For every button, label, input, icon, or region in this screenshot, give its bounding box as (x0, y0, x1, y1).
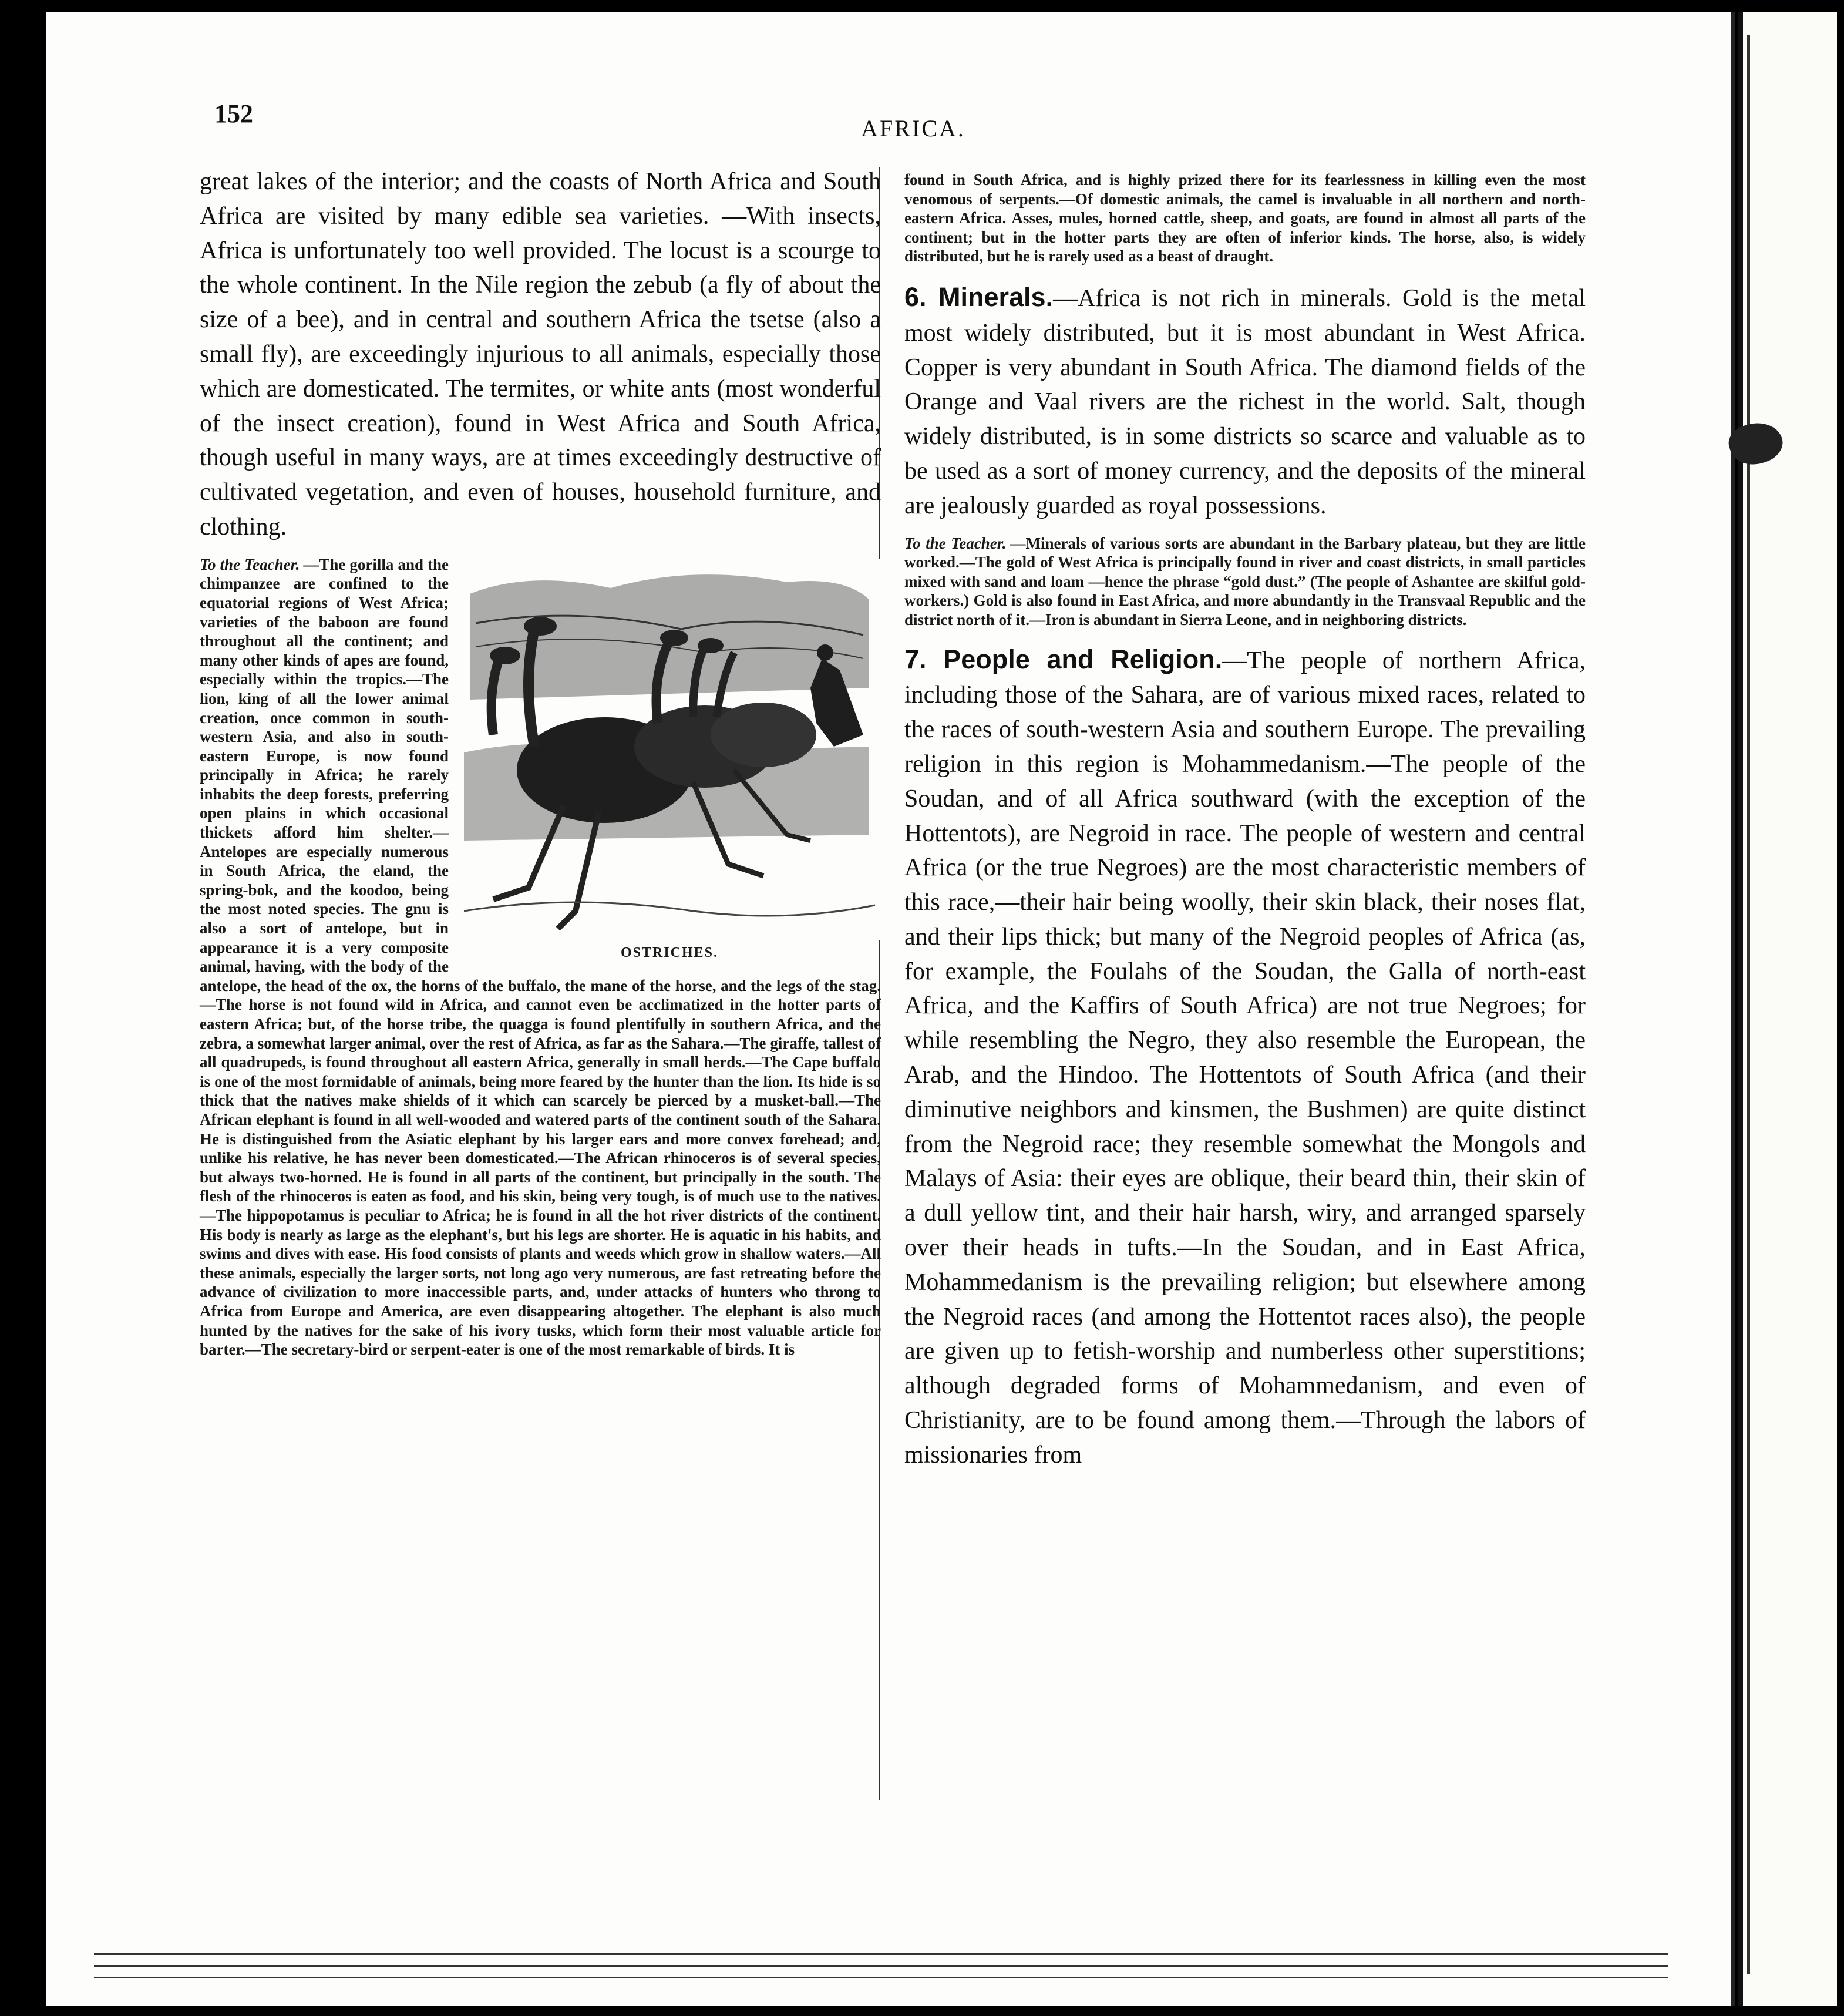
ostriches-engraving (458, 559, 881, 940)
figure-caption: OSTRICHES. (620, 945, 719, 960)
section-heading-people-religion: 7. People and Religion. (904, 644, 1223, 674)
teacher-note-lead: To the Teacher. (904, 534, 1007, 552)
page-edge-line (94, 1977, 1668, 1978)
teacher-note-continued: found in South Africa, and is highly prized there for its fearlessness in killing even the most venomous of serpents.—Of domestic animals, the camel is invaluable in all northern and north-eastern Africa. Asses, mules, horned cattle, sheep, and goats, are found in almost all parts of the continent; but in the hotter parts they are often of inferior kinds. The horse, also, is widely distributed, but he is rarely used as a beast of draught. (904, 171, 1586, 266)
section-minerals-text: —Africa is not rich in minerals. Gold is the metal most widely distributed, but it is most abundant in West Africa. Copper is very abundant in South Africa. The diamond fields of the Orange and Vaal rivers are the richest in the world. Salt, though widely distributed, is in some districts so scarce and valuable as to be used as a sort of money currency, and the deposits of the mineral are jealously guarded as royal possessions. (904, 284, 1586, 519)
teacher-note-minerals-text: —Minerals of various sorts are abundant in the Barbary plateau, but they are little worked.—The gold of West Africa is principally found in river and coast districts, in small particles mixed with sand and loam —hence the phrase “gold dust.” (The people of Ashantee are skilful gold-workers.) Gold is also found in East Africa, and more abundantly in the Transvaal Republic and the district north of it.—Iron is abundant in Sierra Leone, and in neighboring districts. (904, 534, 1586, 629)
teacher-note-animals (200, 555, 881, 1359)
teacher-note-text: —The gorilla and the chimpanzee are confined to the equatorial regions of West Africa; varieties of the baboon are found throughout all the continent; and many other kinds of apes are found, especially within the tropics.—The lion, king of all the lower animal creation, once common in south-western Asia, and also in south-eastern Europe, is now found principally in Africa; he rarely inhabits the deep forests, preferring open plains in which occasional thickets afford him shelter.—Antelopes are especially numerous in South Africa, the eland, the spring-bok, and the koodoo, being the most noted species. The gnu is also a sort of antelope, but in appearance it is a very composite animal, having, with the body of the antelope, the head of the ox, the horns of the buffalo, the mane of the horse, and the legs of the stag.—The horse is not found wild in Africa, and cannot even be acclimatized in the hotter parts of eastern Africa; but, of the horse tribe, the quagga is found plentifully in southern Africa, and the zebra, a somewhat larger animal, over the rest of Africa, as far as the Sahara.—The giraffe, tallest of all quadrupeds, is found throughout all eastern Africa, generally in small herds.—The Cape buffalo is one of the most formidable of animals, being more feared by the hunter than the lion. Its hide is so thick that the natives make shields of it which can scarcely be pierced by a musket-ball.—The African elephant is found in all well-wooded and watered parts of the continent south of the Sahara. He is distinguished from the Asiatic elephant by his larger ears and more convex forehead; and, unlike his relative, he has never been domesticated.—The African rhinoceros is of several species, but always two-horned. He is found in all parts of the continent, but principally in the south. The flesh of the rhinoceros is eaten as food, and his skin, being very tough, is of much use to the natives.—The hippopotamus is peculiar to Africa; he is found in all the hot river districts of the continent. His body is nearly as large as the elephant's, but his legs are shorter. He is aquatic in his habits, and swims and dives with ease. His food consists of plants and weeds which grow in shallow waters.—All these animals, especially the larger sorts, not long ago very numerous, are fast retreating before the advance of civilization to more inaccessible parts, and, under attacks of hunters who throng to Africa from Europe and America, are even disappearing altogether. The elephant is also much hunted by the natives for the sake of his ivory tusks, which form their most valuable article for barter.—The secretary-bird or serpent-eater is one of the most remarkable of birds. It is (200, 555, 881, 1359)
section-minerals (904, 280, 1586, 523)
section-people-religion-text: —The people of northern Africa, including those of the Sahara, are of various mixed races, related to the races of south-western Asia and southern Europe. The prevailing religion in this region is Mohammedanism.—The people of the Soudan, and of all Africa southward (with the exception of the Hottentots), are Negroid in race. The people of western and central Africa (or the true Negroes) are the most characteristic members of this race,—their hair being woolly, their skin black, their noses flat, and their lips thick; but many of the Negroid peoples of Africa (as, for example, the Foulahs of the Soudan, the Galla of north-east Africa, and the Kaffirs of South Africa) are not true Negroes; for while resembling the Negro, they also resemble the European, the Arab, and the Hindoo. The Hottentots of South Africa (and their diminutive neighbors and kinsmen, the Bushmen) are quite distinct from the Negroid race; they resemble somewhat the Mongols and Malays of Asia: their eyes are oblique, their beard thin, their skin of a dull yellow tint, and their hair harsh, wiry, and arranged sparsely over their heads in tufts.—In the Soudan, and in East Africa, Mohammedanism is the prevailing religion; but elsewhere among the Negroid races (and among the Hottentot races also), the people are given up to fetish-worship and numberless other superstitions; although degraded forms of Mohammedanism, and even of Christianity, are to be found among them.—Through the labors of missionaries from (904, 647, 1586, 1469)
teacher-note-minerals (904, 534, 1586, 630)
teacher-note-lead: To the Teacher. (200, 555, 300, 573)
ostriches-illustration (458, 559, 881, 967)
left-column (200, 164, 881, 1359)
page-edge-line (94, 1965, 1668, 1967)
section-people-religion (904, 643, 1586, 1473)
facing-page-edge (1738, 12, 1837, 2006)
body-paragraph-insects: great lakes of the interior; and the coasts of North Africa and South Africa are visited by many edible sea varieties. —With insects, Africa is unfortunately too well provided. The locust is a scourge to the whole continent. In the Nile region the zebub (a fly of about the size of a bee), and in central and southern Africa the tsetse (also a small fly), are exceedingly injurious to all animals, especially those which are domesticated. The termites, or white ants (most wonderful of the insect creation), found in West Africa and South Africa, though useful in many ways, are at times exceedingly destructive of cultivated vegetation, and even of houses, household furniture, and clothing. (200, 168, 881, 540)
running-head: AFRICA. (861, 115, 965, 142)
page-edge-line (94, 1953, 1668, 1955)
section-heading-minerals: 6. Minerals. (904, 281, 1054, 312)
page-gutter-line (1747, 35, 1750, 1974)
page-number: 152 (214, 99, 253, 128)
right-column (904, 170, 1586, 1473)
